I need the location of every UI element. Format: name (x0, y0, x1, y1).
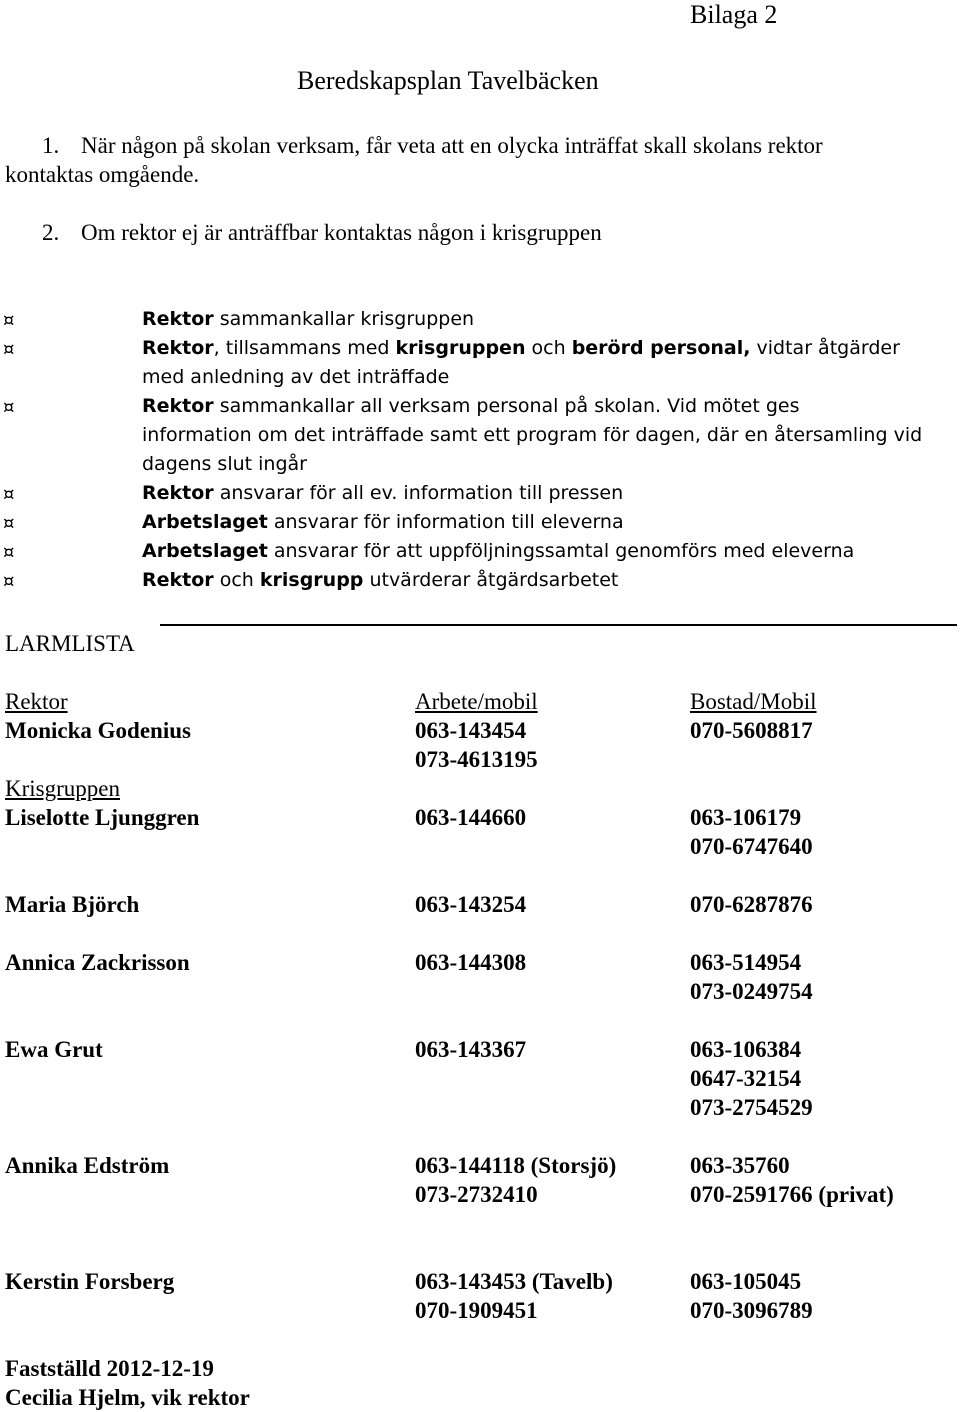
bullet-icon: ¤ (3, 542, 15, 563)
bullet-icon: ¤ (3, 310, 15, 331)
contact-home-phone: 063-105045 (690, 1269, 802, 1294)
bullet-text: och (525, 337, 572, 359)
bullet-role: krisgrupp (259, 569, 364, 591)
contact-home-phone: 070-6747640 (690, 834, 813, 859)
bullet-role: Arbetslaget (142, 511, 268, 533)
bullet-role: berörd personal, (571, 337, 751, 359)
work-column-header: Arbete/mobil (415, 689, 538, 714)
contact-name: Ewa Grut (5, 1037, 103, 1062)
bullet-text: ansvarar för att uppföljningssamtal genomförs med eleverna (267, 540, 855, 562)
bullet-item (142, 540, 854, 562)
bullet-item (142, 511, 624, 533)
step-2-number: 2. (42, 220, 60, 245)
bullet-role: Rektor (142, 337, 214, 359)
bullet-item (142, 308, 474, 330)
rektor-header: Rektor (5, 689, 68, 714)
contact-name: Annica Zackrisson (5, 950, 190, 975)
bullet-icon: ¤ (3, 571, 15, 592)
bullet-text: sammankallar all verksam personal på skolan. Vid mötet ges (213, 395, 800, 417)
step-2-line-1: Om rektor ej är anträffbar kontaktas någon i krisgruppen (81, 220, 602, 245)
bullet-text: , tillsammans med (213, 337, 396, 359)
contact-work-phone: 063-144660 (415, 805, 527, 830)
step-1-number: 1. (42, 133, 60, 158)
contact-name: Kerstin Forsberg (5, 1269, 175, 1294)
section-divider (160, 624, 957, 626)
contact-home-phone: 063-106384 (690, 1037, 802, 1062)
established-date: Fastställd 2012-12-19 (5, 1356, 214, 1381)
contact-work-phone: 063-143254 (415, 892, 527, 917)
bullet-role: Rektor (142, 569, 214, 591)
contact-home-phone: 070-6287876 (690, 892, 813, 917)
bullet-icon: ¤ (3, 513, 15, 534)
signature-line: Cecilia Hjelm, vik rektor (5, 1385, 250, 1410)
contact-work-phone: 070-1909451 (415, 1298, 538, 1323)
contact-home-phone: 070-2591766 (privat) (690, 1182, 894, 1207)
contact-home-phone: 070-3096789 (690, 1298, 813, 1323)
step-1-line-2: kontaktas omgående. (5, 162, 200, 187)
bullet-continuation: dagens slut ingår (142, 453, 307, 475)
contact-work-phone: 063-144308 (415, 950, 527, 975)
bullet-role: Rektor (142, 482, 214, 504)
contact-home-phone: 063-35760 (690, 1153, 790, 1178)
bullet-item (142, 337, 900, 359)
home-column-header: Bostad/Mobil (690, 689, 817, 714)
contact-work-phone: 073-4613195 (415, 747, 538, 772)
bullet-text: och (213, 569, 260, 591)
attachment-label: Bilaga 2 (690, 0, 778, 29)
bullet-text: ansvarar för all ev. information till pressen (213, 482, 624, 504)
contact-name: Maria Björch (5, 892, 140, 917)
bullet-icon: ¤ (3, 484, 15, 505)
contact-name: Annika Edström (5, 1153, 170, 1178)
bullet-text: ansvarar för information till eleverna (267, 511, 624, 533)
bullet-item (142, 482, 623, 504)
contact-home-phone: 070-5608817 (690, 718, 813, 743)
contact-work-phone: 063-143454 (415, 718, 527, 743)
bullet-text: sammankallar krisgruppen (213, 308, 475, 330)
contact-work-phone: 073-2732410 (415, 1182, 538, 1207)
contact-home-phone: 0647-32154 (690, 1066, 802, 1091)
bullet-icon: ¤ (3, 339, 15, 360)
contact-home-phone: 073-2754529 (690, 1095, 813, 1120)
contact-work-phone: 063-144118 (Storsjö) (415, 1153, 617, 1178)
bullet-continuation: information om det inträffade samt ett program för dagen, där en återsamling vid (142, 424, 923, 446)
contact-home-phone: 063-106179 (690, 805, 802, 830)
contact-home-phone: 063-514954 (690, 950, 802, 975)
bullet-text: vidtar åtgärder (750, 337, 900, 359)
bullet-role: Rektor (142, 308, 214, 330)
bullet-role: krisgruppen (395, 337, 526, 359)
contact-name: Liselotte Ljunggren (5, 805, 200, 830)
bullet-continuation: med anledning av det inträffade (142, 366, 450, 388)
contact-home-phone: 073-0249754 (690, 979, 813, 1004)
contact-name: Monicka Godenius (5, 718, 191, 743)
step-1-line-1: När någon på skolan verksam, får veta att en olycka inträffat skall skolans rektor (81, 133, 823, 158)
alarm-list-heading: LARMLISTA (5, 631, 135, 656)
page-title: Beredskapsplan Tavelbäcken (297, 66, 599, 95)
contact-work-phone: 063-143367 (415, 1037, 527, 1062)
bullet-item (142, 395, 800, 417)
bullet-role: Arbetslaget (142, 540, 268, 562)
bullet-icon: ¤ (3, 397, 15, 418)
bullet-text: utvärderar åtgärdsarbetet (363, 569, 619, 591)
crisis-group-header: Krisgruppen (5, 776, 120, 801)
contact-work-phone: 063-143453 (Tavelb) (415, 1269, 613, 1294)
bullet-item (142, 569, 618, 591)
bullet-role: Rektor (142, 395, 214, 417)
